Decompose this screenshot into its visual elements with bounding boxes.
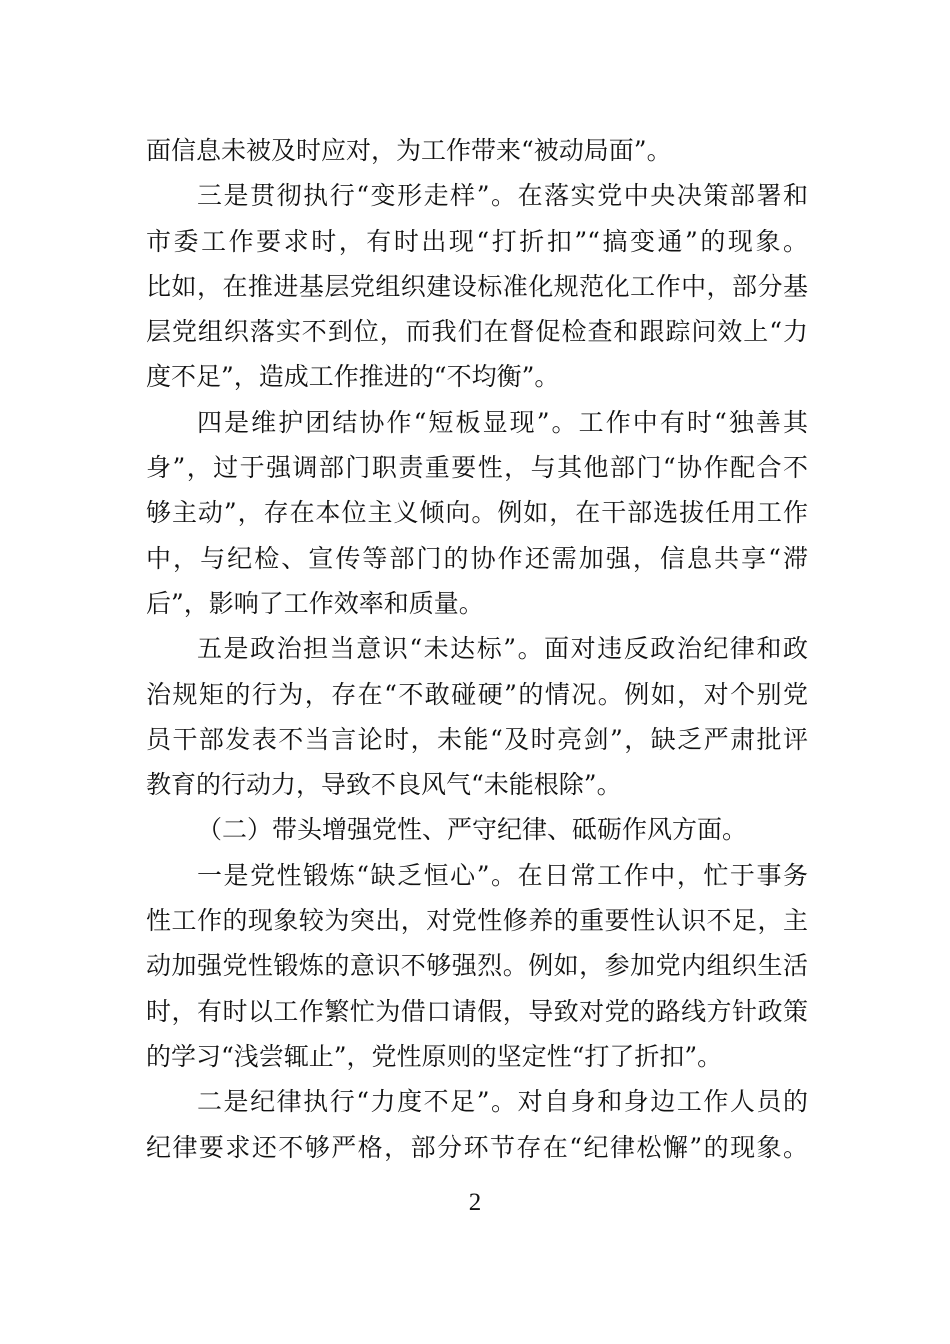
text-line: 度不足”，造成工作推进的“不均衡”。 — [146, 362, 560, 392]
text-line: 身”，过于强调部门职责重要性，与其他部门“协作配合不 — [146, 453, 808, 483]
text-line: 治规矩的行为，存在“不敢碰硬”的情况。例如，对个别党 — [146, 679, 808, 709]
text-line: 时，有时以工作繁忙为借口请假，导致对党的路线方针政策 — [146, 996, 808, 1026]
paragraph-start-line: 四是维护团结协作“短板显现”。工作中有时“独善其 — [197, 407, 808, 437]
text-line: 的学习“浅尝辄止”，党性原则的坚定性“打了折扣”。 — [146, 1041, 723, 1071]
text-line: 后”，影响了工作效率和质量。 — [146, 588, 484, 618]
section-heading: （二）带头增强党性、严守纪律、砥砺作风方面。 — [197, 815, 748, 845]
paragraph-start-line: 三是贯彻执行“变形走样”。在落实党中央决策部署和 — [197, 181, 808, 211]
text-line: 够主动”，存在本位主义倾向。例如，在干部选拔任用工作 — [146, 498, 808, 528]
text-line: 动加强党性锻炼的意识不够强烈。例如，参加党内组织生活 — [146, 951, 808, 981]
text-line: 教育的行动力，导致不良风气“未能根除”。 — [146, 770, 622, 800]
paragraph-start-line: 二是纪律执行“力度不足”。对自身和身边工作人员的 — [197, 1087, 808, 1117]
text-line: 层党组织落实不到位，而我们在督促检查和跟踪问效上“力 — [146, 317, 808, 347]
text-line: 中，与纪检、宣传等部门的协作还需加强，信息共享“滞 — [146, 543, 808, 573]
text-line: 市委工作要求时，有时出现“打折扣”“搞变通”的现象。 — [146, 226, 808, 256]
text-line: 员干部发表不当言论时，未能“及时亮剑”，缺乏严肃批评 — [146, 724, 808, 754]
text-line: 比如，在推进基层党组织建设标准化规范化工作中，部分基 — [146, 271, 808, 301]
text-line: 性工作的现象较为突出，对党性修养的重要性认识不足，主 — [146, 906, 808, 936]
text-line: 面信息未被及时应对，为工作带来“被动局面”。 — [146, 136, 672, 165]
document-body — [146, 128, 808, 1170]
page-number: 2 — [468, 1189, 482, 1216]
text-line: 纪律要求还不够严格，部分环节存在“纪律松懈”的现象。 — [146, 1132, 808, 1162]
paragraph-start-line: 一是党性锻炼“缺乏恒心”。在日常工作中，忙于事务 — [197, 860, 808, 890]
paragraph-start-line: 五是政治担当意识“未达标”。面对违反政治纪律和政 — [197, 634, 808, 664]
